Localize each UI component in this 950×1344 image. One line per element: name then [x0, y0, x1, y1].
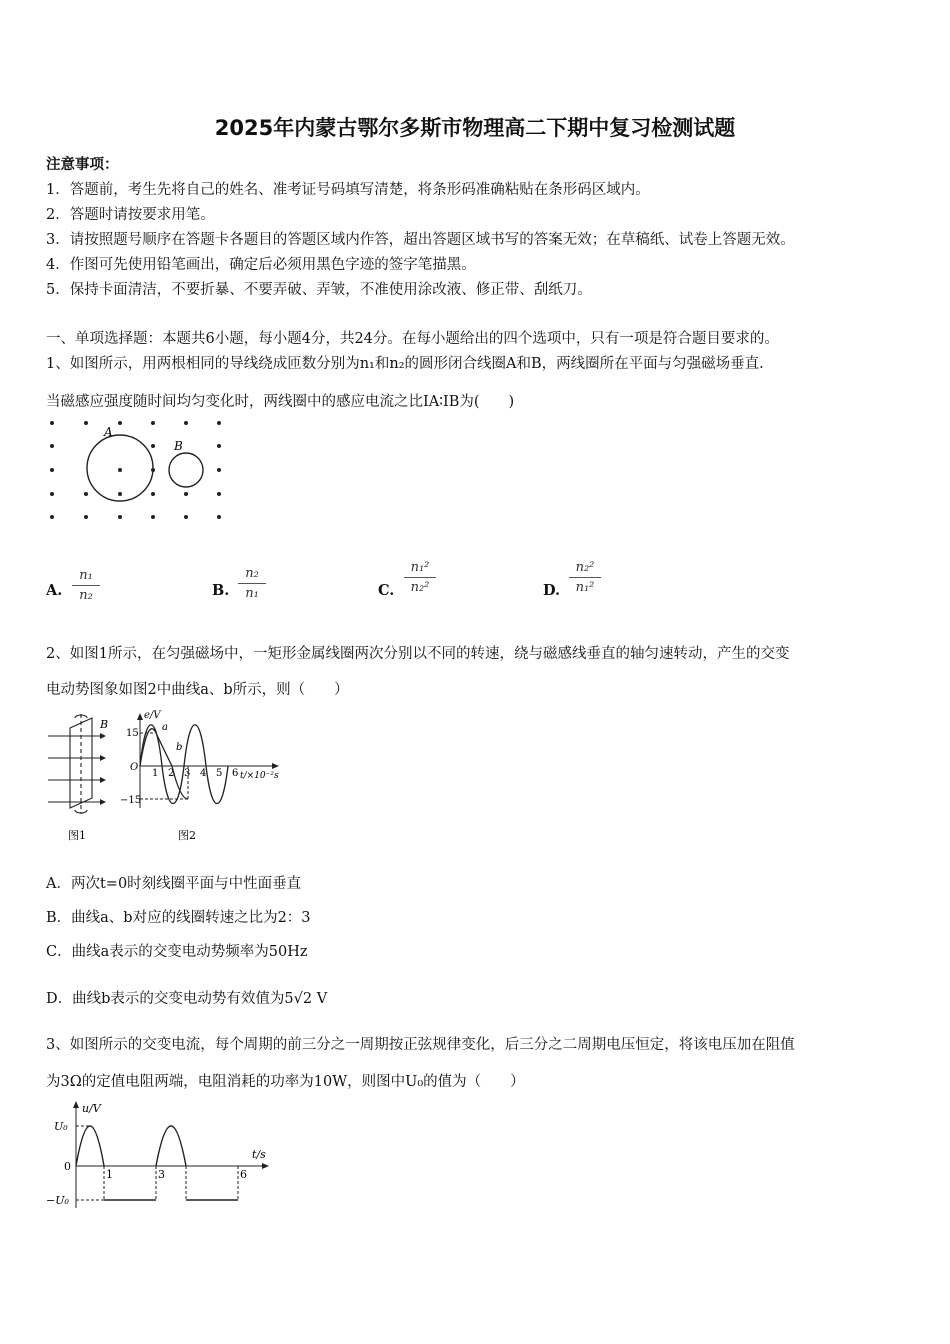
- fig2-caption: 图2: [178, 829, 196, 842]
- q2-option-b[interactable]: B．曲线a、b对应的线圈转速之比为2：3: [46, 910, 311, 926]
- q2-option-c[interactable]: C．曲线a表示的交变电动势频率为50Hz: [46, 944, 308, 960]
- fig2-curve-b-label: b: [176, 742, 183, 753]
- q1-option-letter[interactable]: C.: [378, 582, 395, 599]
- q1-stem-line2: 当磁感应强度随时间均匀变化时，两线圈中的感应电流之比IA∶IB为( ): [46, 394, 515, 410]
- q1-option-fraction[interactable]: [238, 566, 266, 601]
- fig2-axes: [140, 718, 275, 808]
- numerator: n₂: [245, 566, 259, 581]
- q3-origin: 0: [64, 1160, 71, 1173]
- fig2-xtick: 1: [152, 768, 159, 779]
- fig2-xtick: 3: [184, 768, 191, 779]
- q3-neg-u0-label: −U₀: [46, 1194, 69, 1207]
- fig2-xtick: 5: [216, 768, 223, 779]
- q2-figure: [40, 706, 285, 848]
- numerator: n₂²: [575, 560, 595, 575]
- q3-axes: [76, 1106, 265, 1208]
- fig2-xtick: 6: [232, 768, 239, 779]
- coil-b: [169, 453, 203, 487]
- notice-item: 1．答题前，考生先将自己的姓名、准考证号码填写清楚，将条形码准确粘贴在条形码区域内。: [46, 182, 650, 198]
- denominator: n₁²: [575, 580, 595, 595]
- numerator: n₁: [79, 568, 93, 583]
- fraction-bar: [238, 583, 266, 584]
- fig1-arrows: [100, 733, 106, 805]
- fig2-curve-a-label: a: [162, 722, 168, 733]
- fig2-xtick: 2: [168, 768, 175, 779]
- coil-b-label: B: [174, 439, 183, 453]
- fig1-field-label: B: [100, 718, 109, 731]
- field-dots: [50, 421, 221, 519]
- notice-item: 2．答题时请按要求用笔。: [46, 207, 215, 223]
- notice-item: 4．作图可先使用铅笔画出，确定后必须用黑色字迹的签字笔描黑。: [46, 257, 476, 273]
- denominator: n₁: [245, 586, 259, 601]
- q1-figure: [40, 412, 240, 532]
- q2-option-d[interactable]: D．曲线b表示的交变电动势有效值为5√2 V: [46, 991, 328, 1007]
- q3-stem-line2: 为3Ω的定值电阻两端，电阻消耗的功率为10W，则图中U₀的值为（ ）: [46, 1074, 525, 1090]
- q1-option-fraction[interactable]: [404, 560, 436, 595]
- q1-option-fraction[interactable]: [569, 560, 601, 595]
- fig2-ylabel: e/V: [144, 710, 161, 721]
- q3-u0-label: U₀: [54, 1120, 68, 1133]
- q3-xtick: 6: [240, 1168, 247, 1181]
- q2-stem-line1: 2、如图1所示，在匀强磁场中，一矩形金属线圈两次分别以不同的转速，绕与磁感线垂直的轴匀速转动，产生的交变: [46, 646, 790, 662]
- denominator: n₂²: [410, 580, 430, 595]
- q3-stem-line1: 3、如图所示的交变电流，每个周期的前三分之一周期按正弦规律变化，后三分之二周期电压恒定，将该电压加在阻值: [46, 1037, 795, 1053]
- q1-option-fraction[interactable]: [72, 568, 100, 603]
- fraction-bar: [72, 585, 100, 586]
- q1-option-letter[interactable]: D.: [543, 582, 561, 599]
- fig2-origin: O: [130, 762, 139, 773]
- page-title: 2025年内蒙古鄂尔多斯市物理高二下期中复习检测试题: [214, 116, 736, 140]
- denominator: n₂: [79, 588, 93, 603]
- q3-waveform: [76, 1126, 238, 1200]
- q3-figure: [40, 1096, 275, 1216]
- fig2-xlabel: t/×10⁻²s: [240, 771, 279, 781]
- notice-heading: 注意事项：: [46, 156, 119, 173]
- q1-option-letter[interactable]: A.: [46, 582, 63, 599]
- q2-stem-line2: 电动势图象如图2中曲线a、b所示，则（ ）: [46, 682, 349, 698]
- fig2-ytick: 15: [126, 728, 139, 739]
- q1-option-letter[interactable]: B.: [212, 582, 230, 599]
- fig2-ytick: −15: [120, 795, 142, 806]
- coil-a-label: A: [104, 425, 113, 439]
- notice-item: 3．请按照题号顺序在答题卡各题目的答题区域内作答，超出答题区域书写的答案无效；在草稿纸、试卷上答题无效。: [46, 232, 795, 248]
- q3-xtick: 1: [106, 1168, 113, 1181]
- fig2-xtick: 4: [200, 768, 207, 779]
- q2-option-a[interactable]: A．两次t=0时刻线圈平面与中性面垂直: [46, 876, 302, 892]
- q1-stem-line1: 1、如图所示，用两根相同的导线绕成匝数分别为n₁和n₂的圆形闭合线圈A和B，两线圈所在平面与匀强磁场垂直.: [46, 356, 764, 372]
- q3-ylabel: u/V: [82, 1102, 101, 1115]
- fig1-caption: 图1: [68, 829, 86, 842]
- fig1-coil: [48, 714, 100, 814]
- q3-xlabel: t/s: [252, 1148, 266, 1161]
- fraction-bar: [569, 577, 601, 578]
- q3-xtick: 3: [158, 1168, 165, 1181]
- fig2-curve-a: [140, 725, 228, 804]
- numerator: n₁²: [410, 560, 430, 575]
- notice-item: 5．保持卡面清洁，不要折暴、不要弄破、弄皱，不准使用涂改液、修正带、刮纸刀。: [46, 282, 592, 298]
- section-heading: 一、单项选择题：本题共6小题，每小题4分，共24分。在每小题给出的四个选项中，只有一项是符合题目要求的。: [46, 331, 779, 347]
- fraction-bar: [404, 577, 436, 578]
